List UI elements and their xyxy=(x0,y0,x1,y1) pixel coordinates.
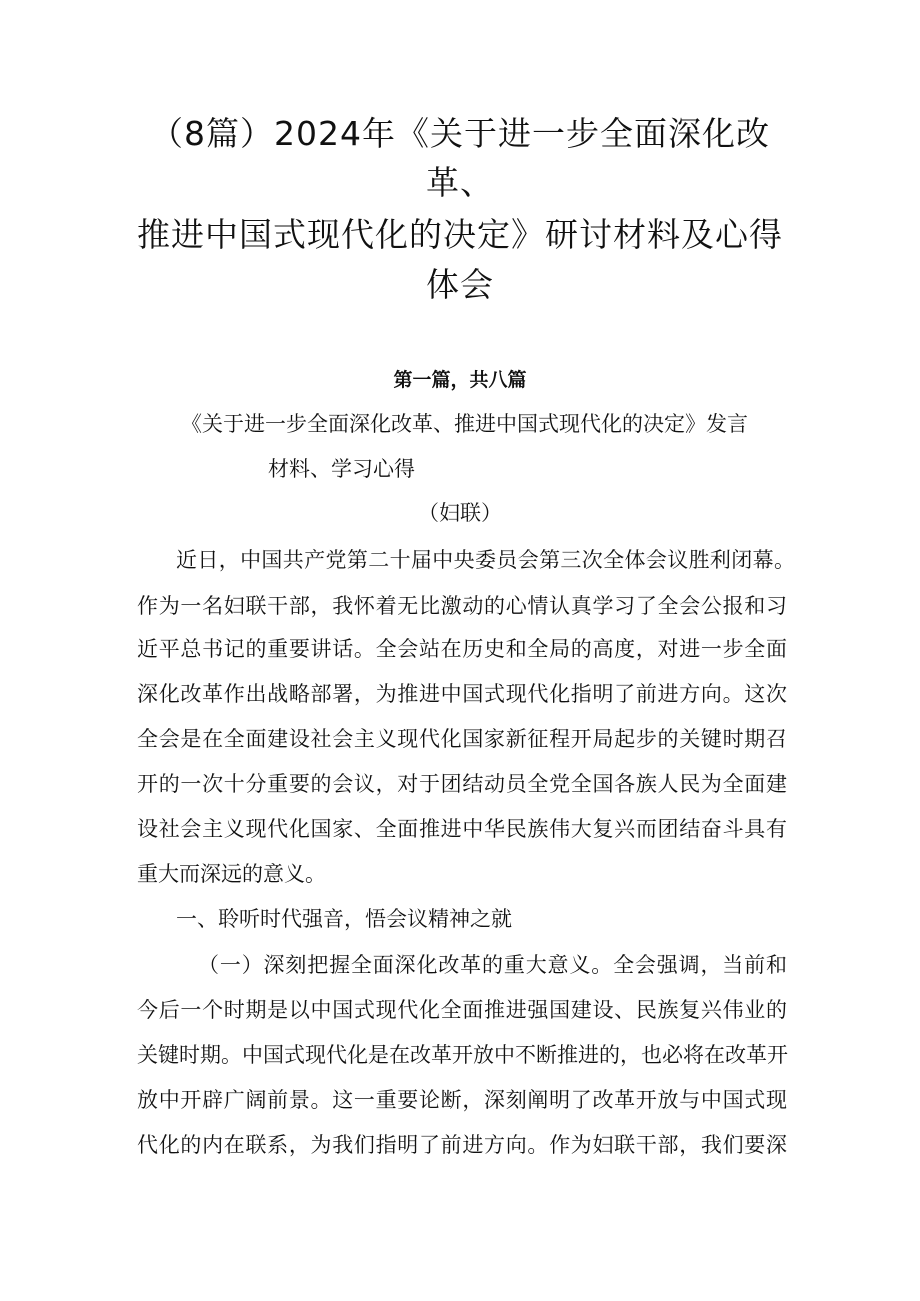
paragraph1-line-7: 设社会主义现代化国家、全面推进中华民族伟大复兴而团结奋斗具有 xyxy=(137,817,787,841)
paragraph2-line-2: 今后一个时期是以中国式现代化全面推进强国建设、民族复兴伟业的 xyxy=(137,998,787,1022)
document-title-line-3: 推进中国式现代化的决定》研讨材料及心得 xyxy=(137,215,783,254)
paragraph1-line-4: 深化改革作出战略部署，为推进中国式现代化指明了前进方向。这次 xyxy=(137,682,787,706)
article-title-line-1: 《关于进一步全面深化改革、推进中国式现代化的决定》发言 xyxy=(181,412,748,436)
paragraph2-line-4: 放中开辟广阔前景。这一重要论断，深刻阐明了改革开放与中国式现 xyxy=(137,1088,787,1112)
paragraph1-line-3: 近平总书记的重要讲话。全会站在历史和全局的高度，对进一步全面 xyxy=(137,637,787,661)
paragraph1-line-6: 开的一次十分重要的会议，对于团结动员全党全国各族人民为全面建 xyxy=(137,772,787,796)
author-unit: （妇联） xyxy=(418,501,502,525)
paragraph2-line-1: （一）深刻把握全面深化改革的重大意义。全会强调，当前和 xyxy=(198,953,787,977)
paragraph2-line-5: 代化的内在联系，为我们指明了前进方向。作为妇联干部，我们要深 xyxy=(137,1133,787,1157)
article-title-line-2: 材料、学习心得 xyxy=(268,457,415,481)
document-title-line-4: 体会 xyxy=(426,265,494,304)
document-title-line-2: 革、 xyxy=(426,163,494,202)
section1-heading: 一、聆听时代强音，悟会议精神之就 xyxy=(176,907,512,931)
paragraph1-line-5: 全会是在全面建设社会主义现代化国家新征程开局起步的关键时期召 xyxy=(137,727,787,751)
paragraph1-line-1: 近日，中国共产党第二十届中央委员会第三次全体会议胜利闭幕。 xyxy=(176,548,795,572)
paragraph1-line-2: 作为一名妇联干部，我怀着无比激动的心情认真学习了全会公报和习 xyxy=(137,594,787,618)
section-subtitle: 第一篇，共八篇 xyxy=(393,369,527,391)
paragraph2-line-3: 关键时期。中国式现代化是在改革开放中不断推进的，也必将在改革开 xyxy=(137,1043,788,1067)
document-title-line-1: （8篇）2024年《关于进一步全面深化改 xyxy=(150,114,770,153)
paragraph1-line-8: 重大而深远的意义。 xyxy=(137,862,326,886)
